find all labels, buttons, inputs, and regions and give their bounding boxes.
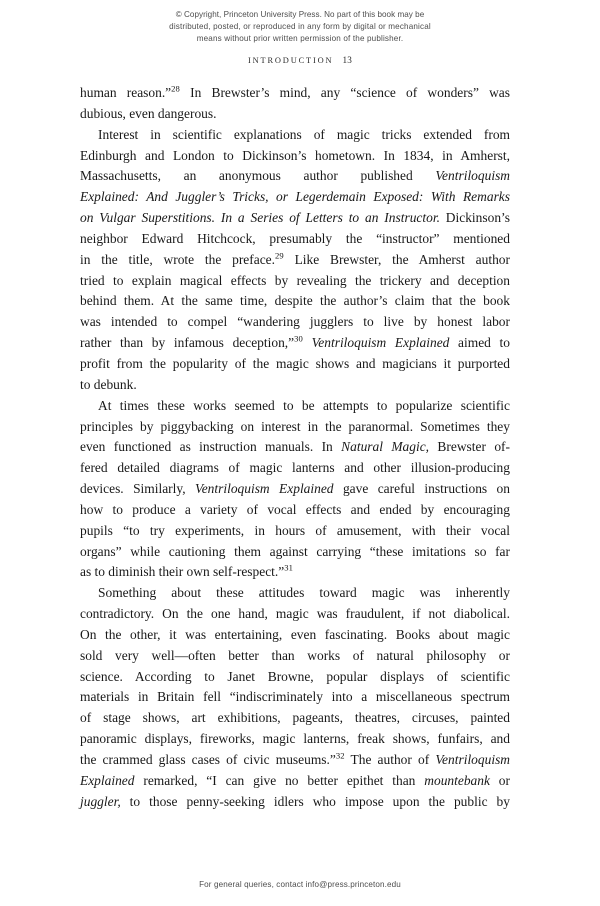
- body-text-block: [80, 83, 510, 813]
- text-line: behind them. At the same time, despite the author’s claim that the book: [80, 293, 510, 309]
- text-line: organs” while cautioning them against carrying “these imitations so far: [80, 543, 510, 559]
- running-head-title: INTRODUCTION: [247, 56, 334, 65]
- text-line: Something about these attitudes toward magic was inherently: [98, 585, 510, 601]
- text-line: human reason.”$^{28}$ In Brewster’s mind, any “science of wonders” was: [80, 83, 511, 100]
- paragraph-4: [80, 583, 510, 812]
- text-line: as to diminish their own self-respect.”$^{31}$: [80, 562, 294, 580]
- text-line: tried to explain magical effects by revealing the trickery and deception: [80, 272, 510, 288]
- text-line: science. According to Janet Browne, popular displays of scientific: [80, 668, 510, 684]
- footnote-marker-28: 28: [171, 83, 180, 94]
- text-line: of stage shows, art exhibitions, pageants, theatres, circuses, painted: [80, 710, 510, 726]
- text-line: on Vulgar Superstitions. In a Series of Letters to an Instructor. Dickinson’s: [80, 210, 510, 226]
- text-line: dubious, even dangerous.: [80, 105, 217, 121]
- text-line: materials in Britain fell “indiscriminately into a miscellaneous spectrum: [80, 689, 510, 705]
- copyright-notice-line-1: © Copyright, Princeton University Press. No part of this book may be: [175, 10, 425, 19]
- text-line: Interest in scientific explanations of magic tricks extended from: [98, 126, 510, 142]
- footnote-marker-30: 30: [294, 333, 303, 344]
- text-line: On the other, it was entertaining, even fascinating. Books about magic: [80, 626, 510, 642]
- footer-queries-notice: For general queries, contact info@press.princeton.edu: [199, 880, 401, 889]
- copyright-notice-line-3: means without prior written permission of the publisher.: [196, 34, 404, 44]
- paragraph-2: [80, 125, 510, 396]
- text-line: panoramic displays, fireworks, magic lanterns, freak shows, funfairs, and: [80, 731, 510, 747]
- text-line: At times these works seemed to be attempts to popularize scientific: [98, 397, 510, 413]
- text-line: rather than by infamous deception,”$^{30}$ Ventriloquism Explained aimed to: [80, 333, 510, 351]
- text-line: was intended to compel “wandering jugglers to live by honest labor: [80, 314, 510, 330]
- text-line: even functioned as instruction manuals. In Natural Magic, Brewster of-: [80, 439, 510, 455]
- paragraph-3: [80, 396, 510, 584]
- text-line: Massachusetts, an anonymous author published Ventriloquism: [80, 168, 510, 184]
- text-line: profit from the popularity of the magic shows and magicians it purported: [80, 355, 510, 371]
- text-line: principles by piggybacking on interest in the paranormal. Sometimes they: [80, 418, 510, 434]
- text-line: Explained remarked, “I can give no better epithet than mountebank or: [80, 772, 511, 788]
- text-line: in the title, wrote the preface.$^{29}$ Like Brewster, the Amherst author: [80, 250, 510, 267]
- copyright-notice-line-2: distributed, posted, or reproduced in any form by digital or mechanical: [169, 22, 431, 32]
- text-line: devices. Similarly, Ventriloquism Explained gave careful instructions on: [80, 481, 510, 497]
- footnote-marker-32: 32: [335, 750, 345, 761]
- text-line: sold very well—often better than works of natural philosophy or: [80, 647, 510, 663]
- text-line: fered detailed diagrams of magic lanterns and other illusion-producing: [80, 460, 510, 476]
- copyright-notice: [128, 9, 472, 46]
- page-number: 13: [342, 55, 352, 65]
- text-line: Explained: And Juggler’s Tricks, or Legerdemain Exposed: With Remarks: [80, 189, 510, 205]
- text-line: pupils “to try experiments, in hours of amusement, with their vocal: [80, 522, 510, 538]
- text-line: contradictory. On the one hand, magic was fraudulent, if not diabolical.: [80, 606, 510, 622]
- text-line: how to produce a variety of vocal effects and ended by encouraging: [80, 501, 510, 517]
- text-line: to debunk.: [80, 376, 137, 392]
- running-head: [0, 55, 600, 65]
- text-line: the crammed glass cases of civic museums.”$^{32}$ The author of Ventriloquism: [80, 750, 510, 767]
- footnote-marker-31: 31: [284, 562, 294, 573]
- text-line: juggler, to those penny-seeking idlers who impose upon the public by: [80, 793, 510, 809]
- text-line: Edinburgh and London to Dickinson’s hometown. In 1834, in Amherst,: [80, 147, 510, 163]
- paragraph-1: [80, 83, 510, 125]
- footnote-marker-29: 29: [275, 250, 284, 261]
- text-line: neighbor Edward Hitchcock, presumably the “instructor” mentioned: [80, 230, 510, 246]
